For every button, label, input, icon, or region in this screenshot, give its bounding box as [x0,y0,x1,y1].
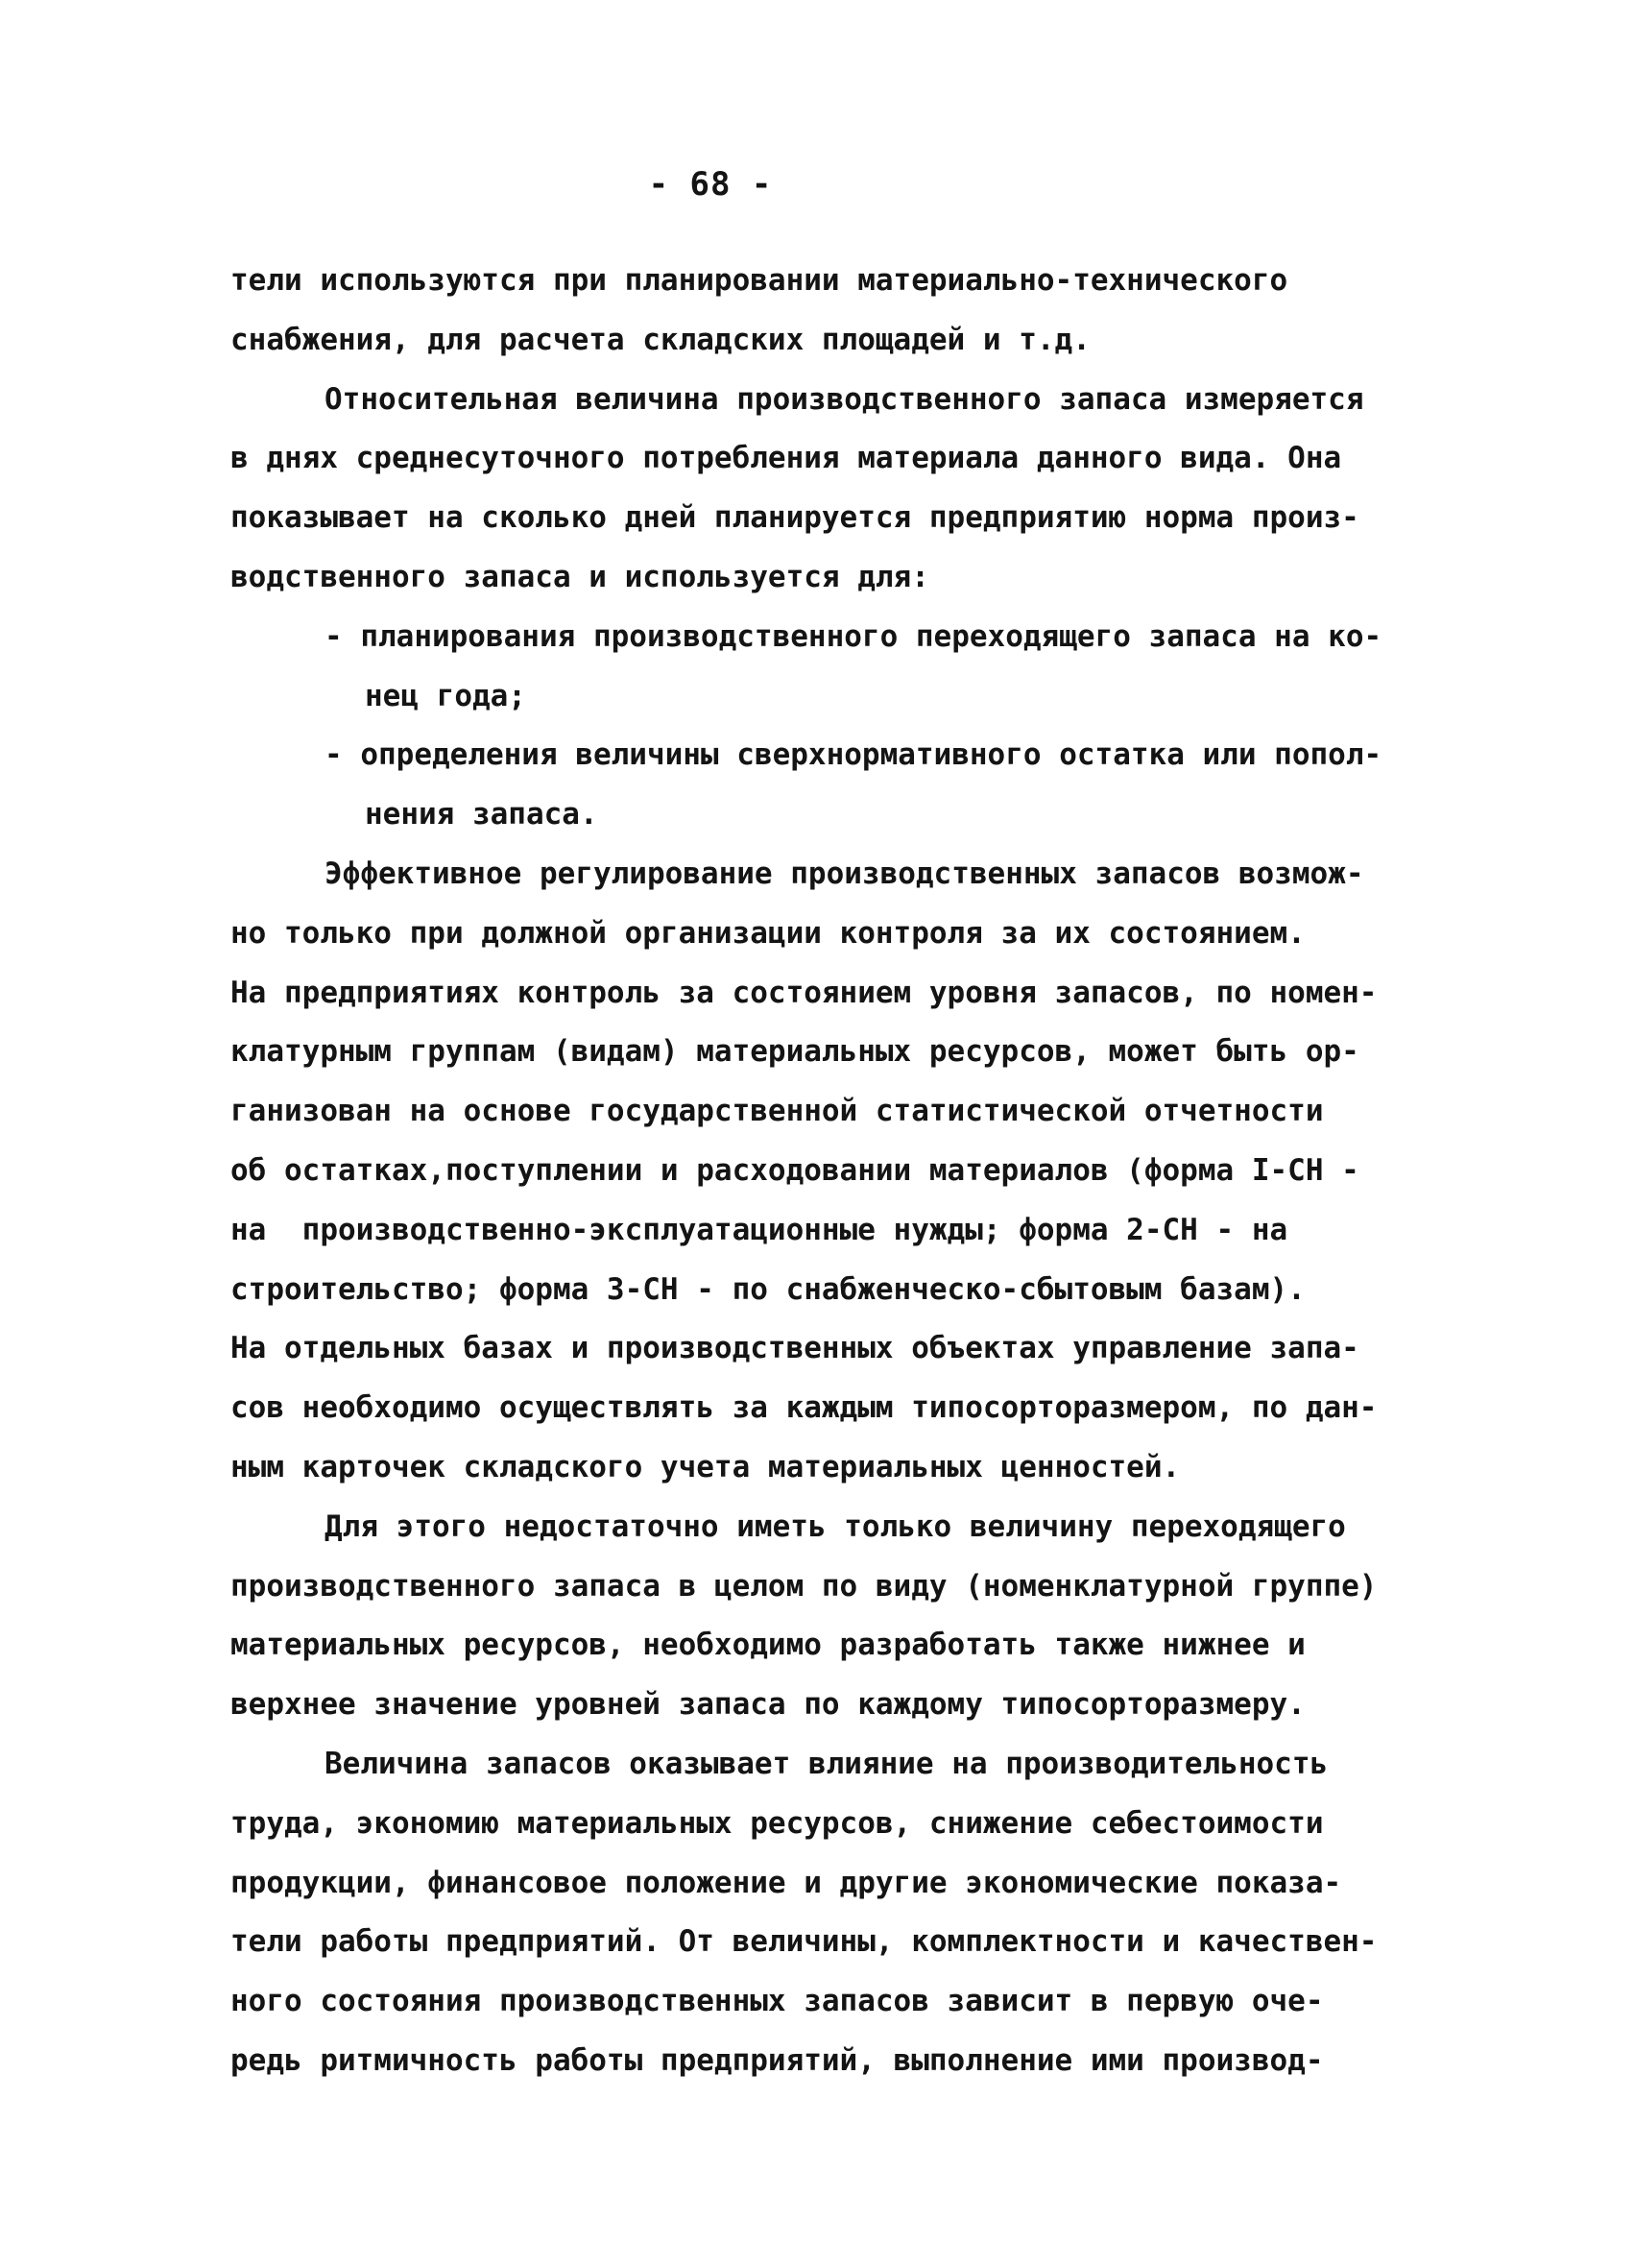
text-line: клатурным группам (видам) материальных ресурсов, может быть ор- [230,1034,1359,1070]
text-line: тели используются при планировании материально-технического [230,263,1288,298]
text-line: На отдельных базах и производственных объектах управление запа- [230,1331,1359,1366]
text-line: снабжения, для расчета складских площадей и т.д. [230,322,1091,357]
list-item-continuation: нения запаса. [365,797,598,832]
text-line: материальных ресурсов, необходимо разработать также нижнее и [230,1628,1306,1663]
text-line: об остатках,поступлении и расходовании материалов (форма I-СН - [230,1152,1359,1188]
text-line: На предприятиях контроль за состоянием уровня запасов, по номен- [230,975,1378,1010]
text-line: редь ритмичность работы предприятий, выполнение ими производ- [230,2042,1324,2078]
body-text [230,252,1421,2091]
text-line: в днях среднесуточного потребления материала данного вида. Она [230,441,1342,476]
text-line: продукции, финансовое положение и другие экономические показа- [230,1865,1342,1900]
text-line: тели работы предприятий. От величины, комплектности и качествен- [230,1924,1378,1960]
list-item: - планирования производственного переходящего запаса на ко- [324,618,1382,654]
text-line: но только при должной организации контроля за их состоянием. [230,915,1306,951]
paragraph-first-line: Для этого недостаточно иметь только величину переходящего [324,1508,1346,1544]
paragraph-first-line: Величина запасов оказывает влияние на производительность [324,1746,1329,1781]
paragraph-first-line: Относительная величина производственного запаса измеряется [324,381,1364,417]
text-line: на производственно-эксплуатационные нужды; форма 2-СН - на [230,1212,1288,1247]
text-line: показывает на сколько дней планируется предприятию норма произ- [230,500,1359,536]
text-line: строительство; форма 3-СН - по снабженческо-сбытовым базам). [230,1271,1306,1307]
text-line: водственного запаса и используется для: [230,559,929,594]
text-line: ного состояния производственных запасов зависит в первую оче- [230,1984,1324,2019]
text-line: производственного запаса в целом по виду (номенклатурной группе) [230,1568,1378,1604]
list-item: - определения величины сверхнормативного остатка или попол- [324,737,1382,773]
text-line: ным карточек складского учета материальных ценностей. [230,1449,1181,1484]
paragraph-first-line: Эффективное регулирование производственных запасов возмож- [324,856,1364,891]
list-item-continuation: нец года; [365,678,526,713]
text-line: ганизован на основе государственной статистической отчетности [230,1094,1324,1129]
page-number: - 68 - [648,165,773,204]
text-line: верхнее значение уровней запаса по каждому типосорторазмеру. [230,1687,1306,1723]
text-line: труда, экономию материальных ресурсов, снижение себестоимости [230,1805,1324,1841]
text-line: сов необходимо осуществлять за каждым типосорторазмером, по дан- [230,1390,1378,1426]
